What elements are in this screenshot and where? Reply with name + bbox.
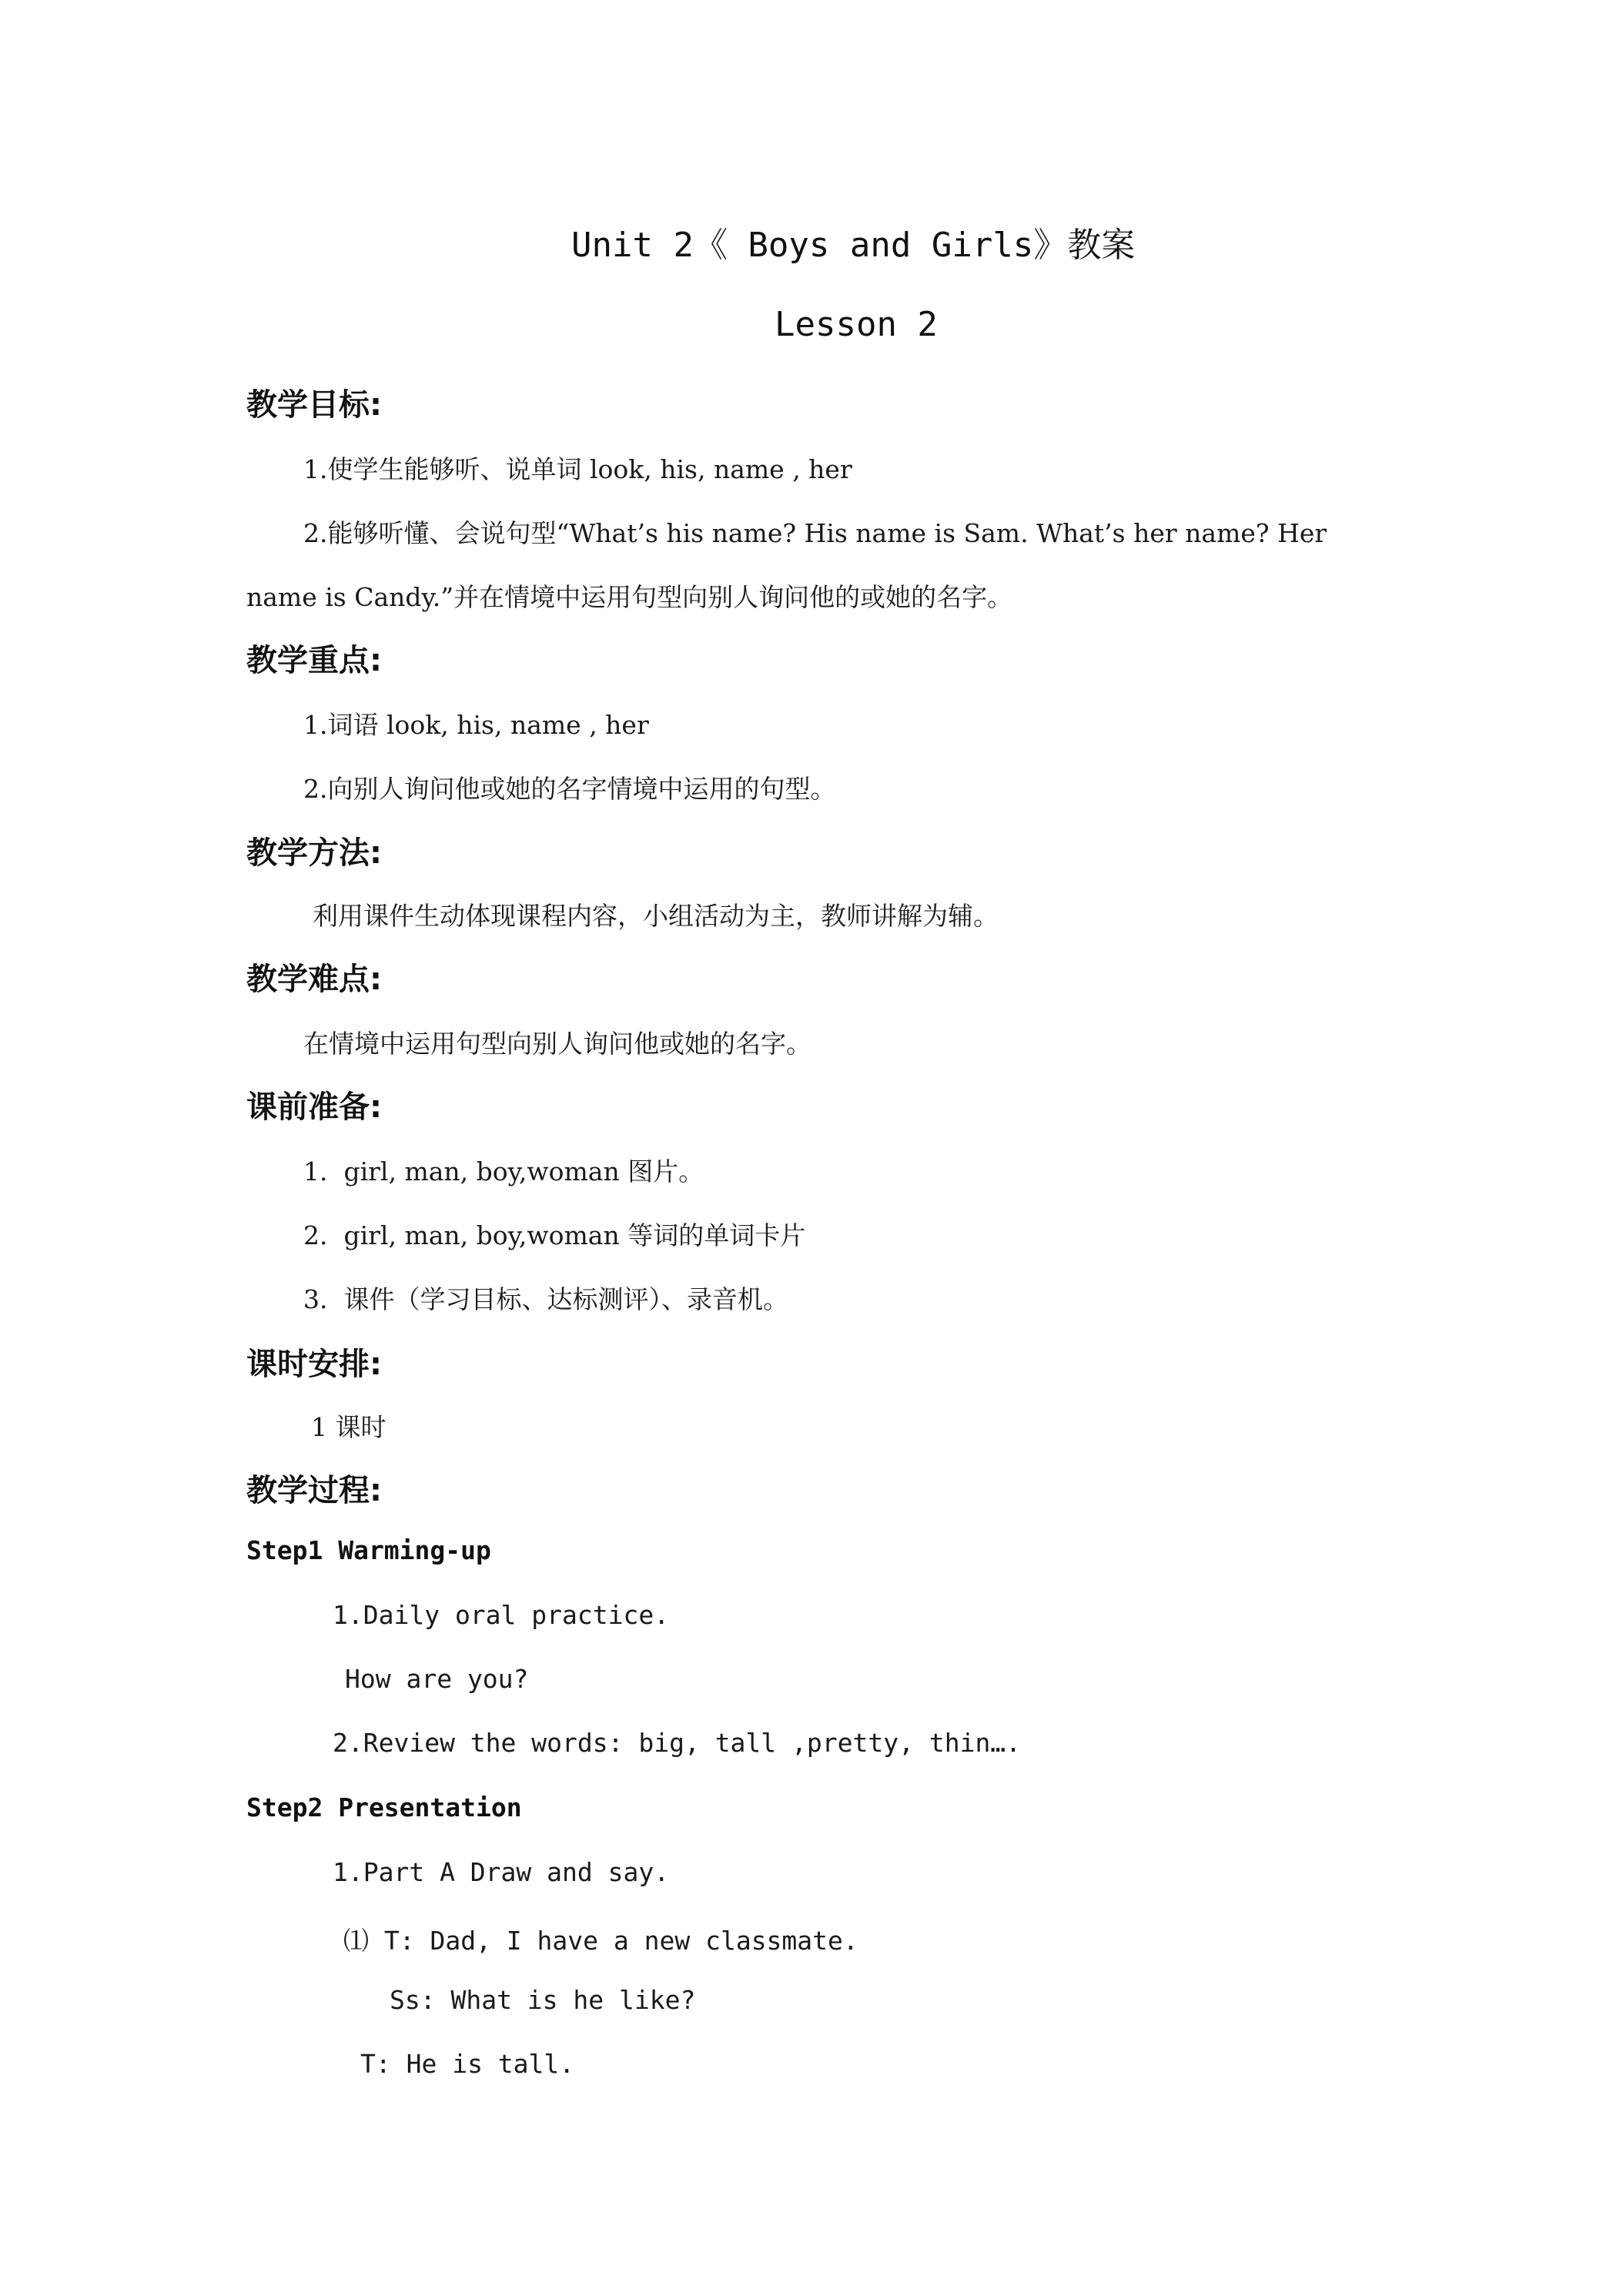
step1-title: Step1 Warming-up: [246, 1535, 491, 1565]
difficulties-text: 在情境中运用句型向别人询问他或她的名字。: [303, 1029, 812, 1059]
process-heading: 教学过程:: [246, 1473, 382, 1508]
key-points-item-1: 1.词语 look, his, name , her: [303, 710, 649, 740]
step1-line-2: How are you?: [345, 1664, 529, 1694]
key-points-heading: 教学重点:: [246, 643, 382, 678]
objectives-item-2-line-1: 2.能够听懂、会说句型“What’s his name? His name is Sam. What’s her name? Her: [303, 518, 1327, 548]
step1-line-3: 2.Review the words: big, tall ,pretty, thin….: [333, 1728, 1022, 1758]
preparation-item-1: 1. girl, man, boy,woman 图片。: [303, 1156, 704, 1186]
preparation-item-3: 3. 课件（学习目标、达标测评）、录音机。: [303, 1284, 788, 1314]
methods-text: 利用课件生动体现课程内容，小组活动为主，教师讲解为辅。: [313, 901, 999, 931]
key-points-item-2: 2.向别人询问他或她的名字情境中运用的句型。: [303, 774, 836, 804]
document-title: Unit 2《 Boys and Girls》教案: [571, 226, 1136, 265]
difficulties-heading: 教学难点:: [246, 962, 382, 997]
schedule-text: 1 课时: [311, 1412, 387, 1442]
schedule-heading: 课时安排:: [246, 1347, 382, 1382]
methods-heading: 教学方法:: [246, 835, 382, 871]
objectives-heading: 教学目标:: [246, 387, 382, 423]
preparation-item-2: 2. girl, man, boy,woman 等词的单词卡片: [303, 1220, 806, 1250]
step1-line-1: 1.Daily oral practice.: [333, 1600, 670, 1630]
step2-line-4: T: He is tall.: [360, 2049, 575, 2079]
step2-line-3: Ss: What is he like?: [390, 1985, 696, 2015]
step2-line-1: 1.Part A Draw and say.: [333, 1857, 670, 1887]
objectives-item-1: 1.使学生能够听、说单词 look, his, name , her: [303, 454, 852, 484]
preparation-heading: 课前准备:: [246, 1089, 382, 1125]
objectives-item-2-line-2: name is Candy.”并在情境中运用句型向别人询问他的或她的名字。: [246, 582, 1013, 612]
document-subtitle: Lesson 2: [775, 305, 938, 344]
step2-line-2: ⑴ T: Dad, I have a new classmate.: [343, 1926, 858, 1956]
step2-title: Step2 Presentation: [246, 1792, 522, 1822]
